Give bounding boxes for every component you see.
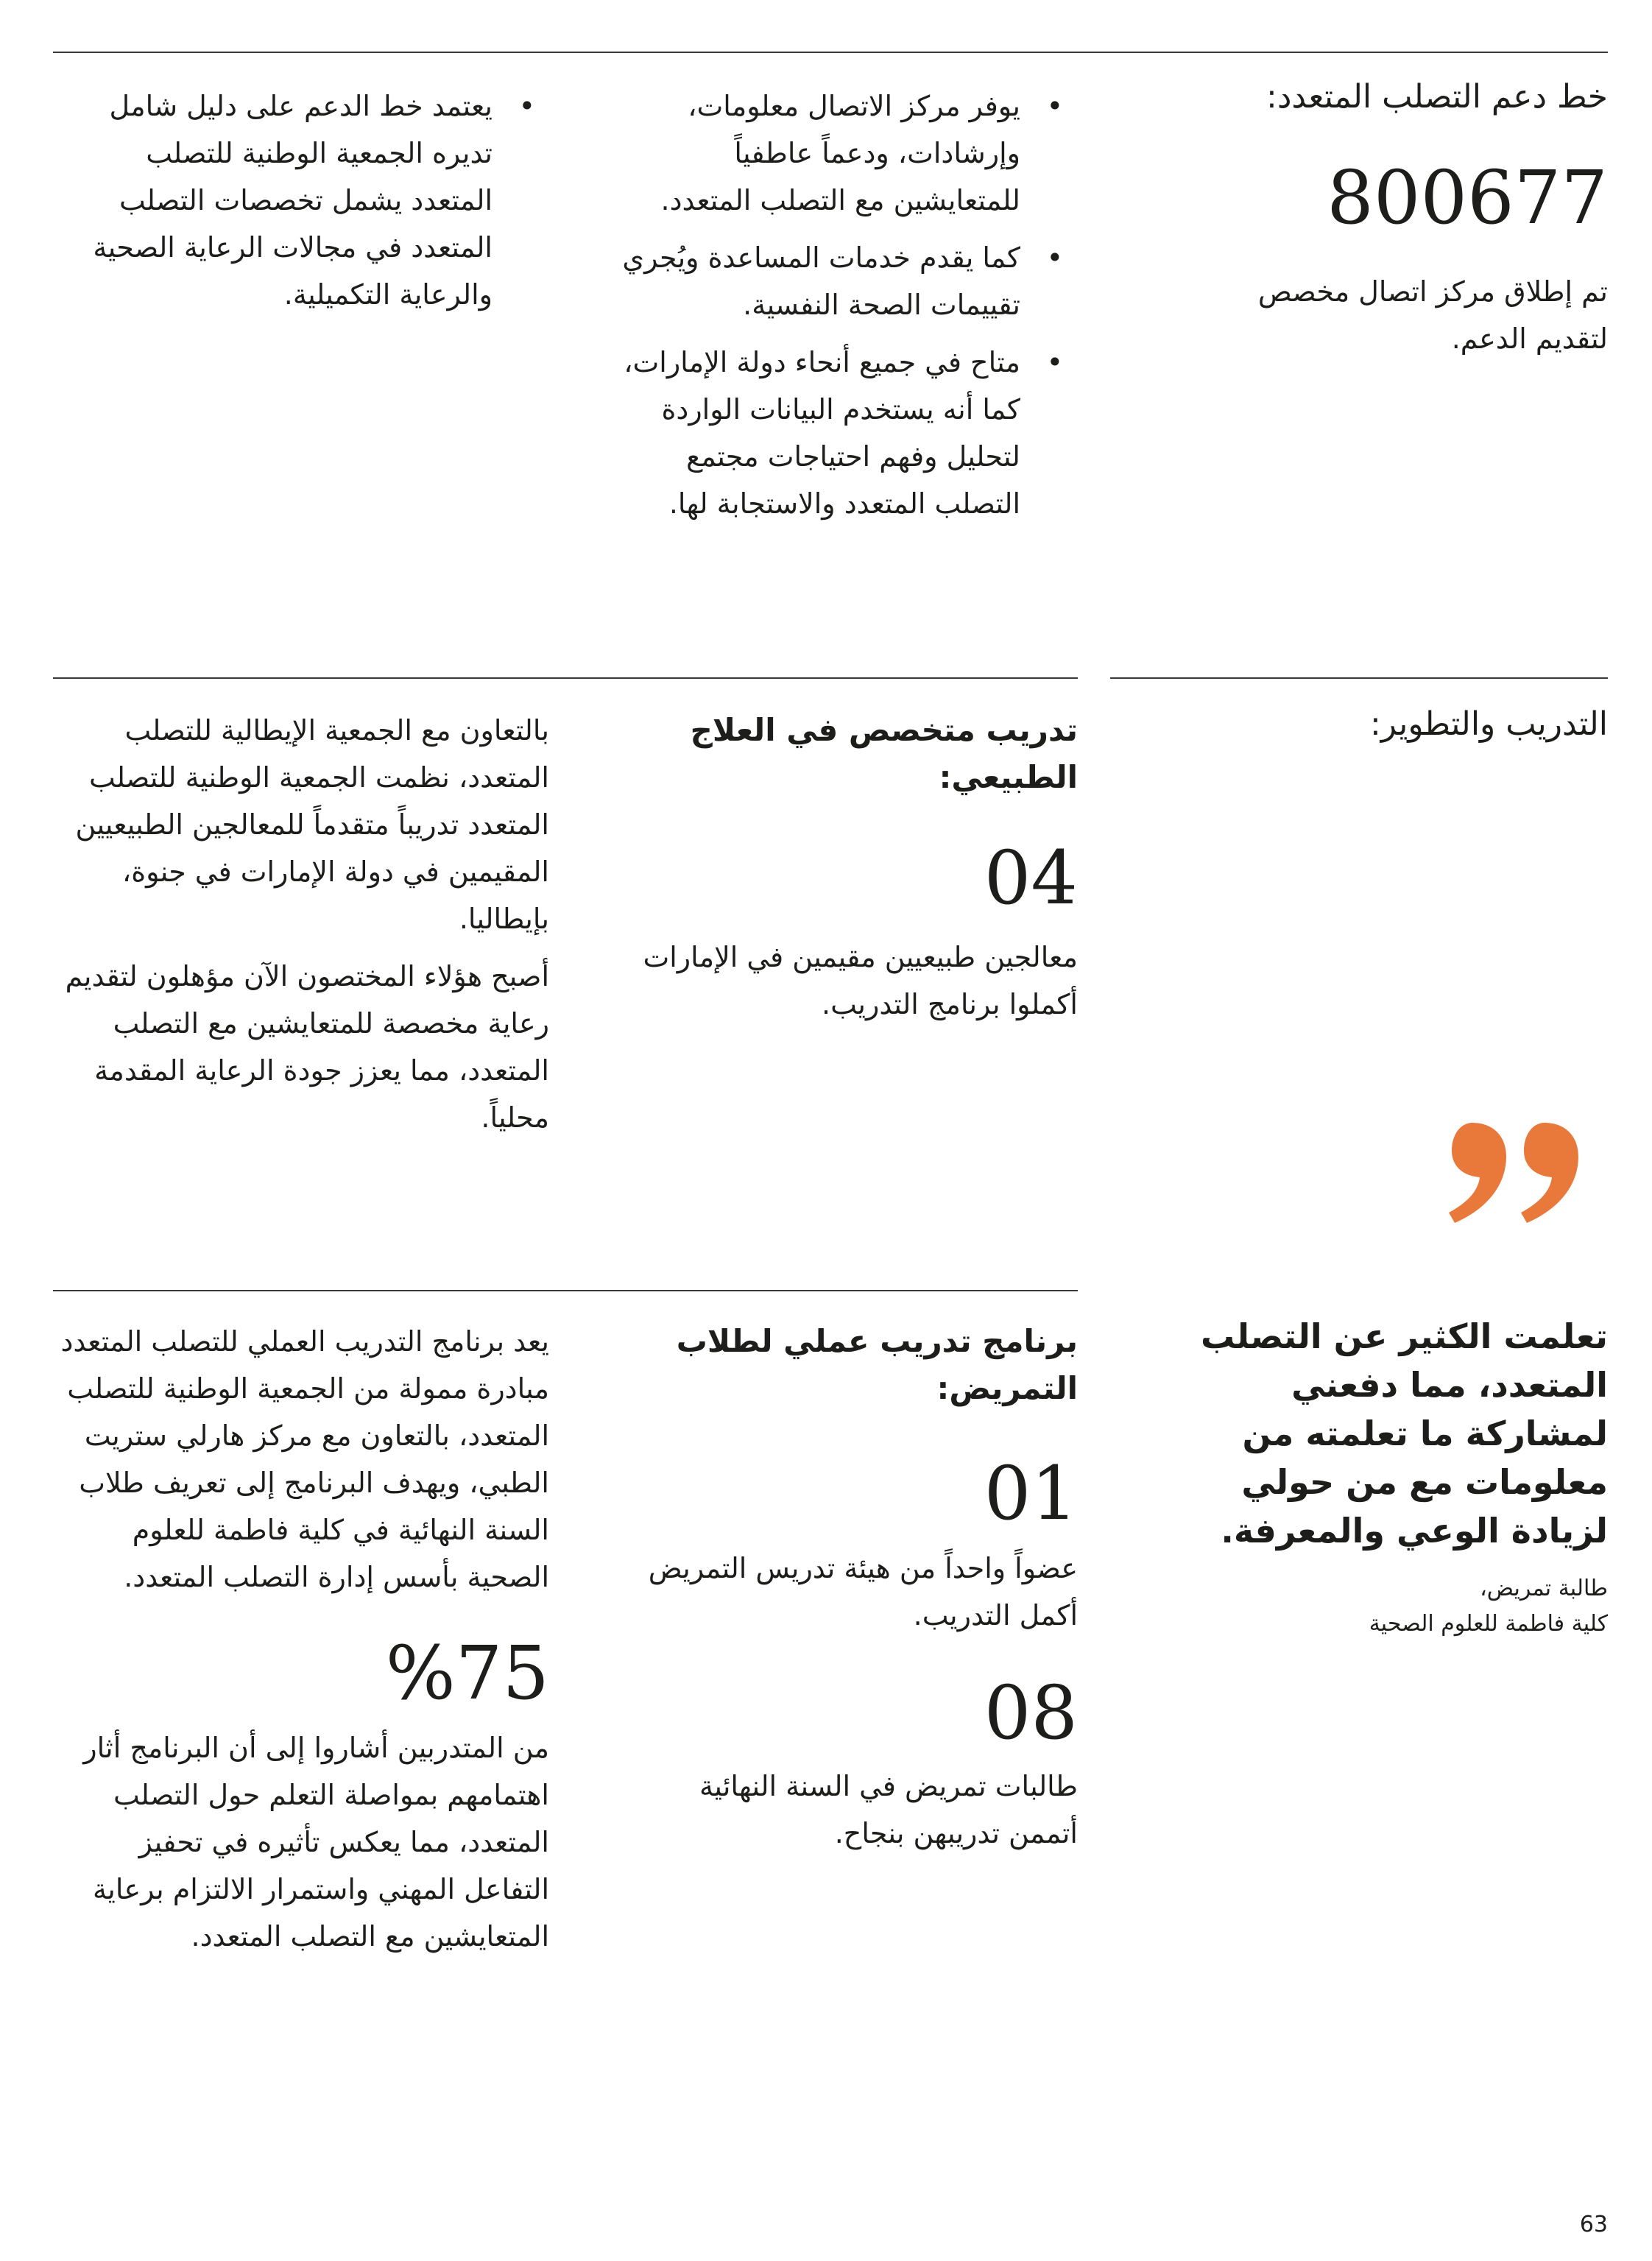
page-number: 63 [1579,2212,1608,2237]
physio-text-block [56,707,549,1141]
physio-paragraph-1: بالتعاون مع الجمعية الإيطالية للتصلب المتعدد، نظمت الجمعية الوطنية للتصلب المتعدد تدريباً متقدماً للمعالجين الطبيعيين المقيمين في دولة الإمارات في جنوة، بإيطاليا. [75,714,549,935]
nursing-text-block [49,1318,549,1960]
hotline-bullet-3: • متاح في جميع أنحاء دولة الإمارات، كما أنه يستخدم البيانات الواردة لتحليل وفهم احتياجات مجتمع التصلب المتعدد والاستجابة لها. [603,339,1063,527]
hotline-bullets-middle [603,82,1063,537]
top-divider [53,52,1608,53]
nursing-heading: برنامج تدريب عملي لطلاب التمريض: [676,1323,1078,1406]
hotline-bullets-left [86,82,535,328]
quote-text: تعلمت الكثير عن التصلب المتعدد، مما دفعني لمشاركة ما تعلمته من معلومات مع من حولي لزيادة الوعي والمعرفة. [1201,1316,1608,1551]
hotline-description: تم إطلاق مركز اتصال مخصص لتقديم الدعم. [1257,275,1608,355]
physio-number-caption: معالجين طبيعيين مقيمين في الإمارات أكملوا برنامج التدريب. [643,941,1078,1020]
quote-mark-glyph-left [1449,1123,1506,1223]
quote-mark-icon [1447,1123,1580,1226]
nursing-stat3-number: %75 [385,1630,549,1716]
hotline-bullet-1: • يوفر مركز الاتصال معلومات، وإرشادات، ودعماً عاطفياً للمتعايشين مع التصلب المتعدد. [603,82,1063,224]
hotline-summary [1181,74,1608,362]
nursing-stat1-number: 01 [984,1450,1078,1537]
training-divider-right [1110,677,1608,679]
quote-mark-glyph-right [1521,1123,1578,1223]
nursing-divider [53,1290,1078,1291]
physio-heading: تدريب متخصص في العلاج الطبيعي: [690,712,1078,795]
nursing-stat3-caption: من المتدربين أشاروا إلى أن البرنامج أثار اهتمامهم بمواصلة التعلم حول التصلب المتعدد، مما يعكس تأثيره في تحفيز التفاعل المهني واستمرار الالتزام برعاية المتعايشين مع التصلب المتعدد. [83,1732,549,1953]
hotline-bullet-2: • كما يقدم خدمات المساعدة ويُجري تقييمات الصحة النفسية. [603,234,1063,328]
training-heading-block [1151,701,1608,748]
physio-number: 04 [984,835,1078,921]
hotline-bullet-4: • يعتمد خط الدعم على دليل شامل تديره الجمعية الوطنية للتصلب المتعدد يشمل تخصصات التصلب المتعدد في مجالات الرعاية الصحية والرعاية التكميلية. [86,82,535,318]
quote-attribution-institution: كلية فاطمة للعلوم الصحية [1369,1611,1608,1637]
hotline-bullet-list-middle [603,82,1063,527]
training-heading: التدريب والتطوير: [1369,705,1608,743]
hotline-heading: خط دعم التصلب المتعدد: [1266,78,1608,116]
nursing-stat1-caption: عضواً واحداً من هيئة تدريس التمريض أكمل التدريب. [648,1552,1078,1632]
quote-block [1173,1312,1608,1642]
hotline-number: 800677 [1327,155,1608,241]
hotline-bullet-list-left [86,82,535,318]
physio-paragraph-2: أصبح هؤلاء المختصون الآن مؤهلون لتقديم رعاية مخصصة للمتعايشين مع التصلب المتعدد، مما يعزز جودة الرعاية المقدمة محلياً. [65,960,549,1134]
nursing-paragraph: يعد برنامج التدريب العملي للتصلب المتعدد مبادرة ممولة من الجمعية الوطنية للتصلب المتعدد، بالتعاون مع مركز هارلي ستريت الطبي، ويهدف البرنامج إلى تعريف طلاب السنة النهائية في كلية فاطمة للعلوم الصحية بأسس إدارة التصلب المتعدد. [60,1325,549,1593]
nursing-stats-block [636,1318,1078,1857]
nursing-stat2-number: 08 [984,1670,1078,1756]
physio-block [636,707,1078,1028]
nursing-stat2-caption: طالبات تمريض في السنة النهائية أتممن تدريبهن بنجاح. [699,1770,1078,1849]
training-divider-left [53,677,1078,679]
quote-attribution-role: طالبة تمريض، [1480,1576,1608,1601]
